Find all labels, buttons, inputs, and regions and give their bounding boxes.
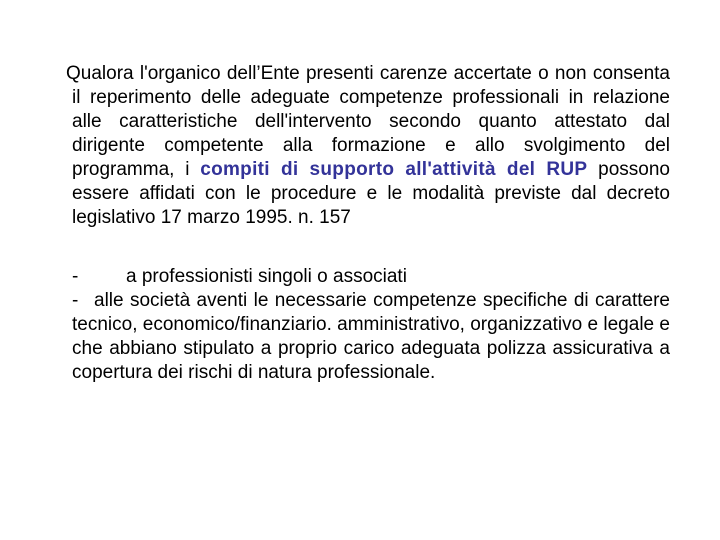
- list: [72, 265, 670, 385]
- slide-content: [66, 62, 670, 385]
- list-bullet: -: [72, 290, 79, 311]
- list-item: [72, 265, 670, 289]
- list-item-text: a professionisti singoli o associati: [126, 266, 407, 287]
- intro-paragraph: [66, 62, 670, 230]
- list-bullet: -: [72, 266, 79, 287]
- intro-text-end: possono essere affidati con le procedure e le modalità previste dal decreto legislativo 17 marzo 1995. n. 157: [72, 159, 670, 228]
- list-item-text: alle società aventi le necessarie competenze specifiche di carattere tecnico, economico/finanziario. amministrativo, organizzativo e legale e che abbiano stipulato a proprio carico adeguata polizza assicurativa a copertura dei rischi di natura professionale.: [72, 290, 670, 383]
- highlight-text: compiti di supporto all'attività del RUP: [200, 159, 588, 180]
- list-item: [72, 289, 670, 385]
- intro-text-start: Qualora l'organico dell’Ente presenti carenze accertate o non consenta il reperimento delle adeguate competenze professionali in relazione alle caratteristiche dell'intervento secondo quanto attestato dal dirigente competente alla formazione e allo svolgimento del programma, i: [66, 63, 670, 180]
